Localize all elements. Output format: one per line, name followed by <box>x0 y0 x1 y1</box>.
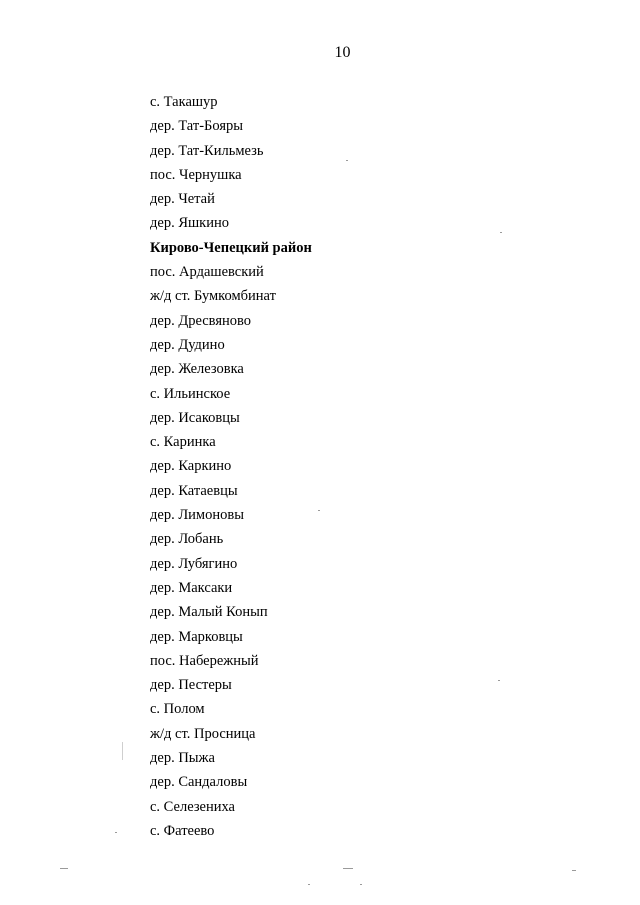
scan-speck <box>572 870 576 871</box>
settlement-entry: пос. Набережный <box>150 652 259 669</box>
settlement-entry: дер. Катаевцы <box>150 482 238 499</box>
settlement-entry: дер. Четай <box>150 191 215 208</box>
scan-speck <box>60 868 68 869</box>
settlement-entry: дер. Пыжа <box>150 750 215 767</box>
scan-speck <box>346 160 348 161</box>
settlement-entry: дер. Железовка <box>150 361 244 378</box>
settlement-entry: пос. Чернушка <box>150 166 242 183</box>
scan-speck <box>498 680 500 681</box>
settlement-list <box>150 92 312 845</box>
settlement-entry: с. Полом <box>150 701 205 718</box>
page-number: 10 <box>334 44 351 61</box>
settlement-entry: дер. Сандаловы <box>150 774 248 791</box>
settlement-entry: дер. Марковцы <box>150 628 243 645</box>
district-heading: Кирово-Чепецкий район <box>150 239 312 256</box>
settlement-entry: дер. Пестеры <box>150 677 232 694</box>
settlement-entry: дер. Каркино <box>150 458 232 475</box>
settlement-entry: дер. Малый Конып <box>150 604 268 621</box>
settlement-entry: дер. Максаки <box>150 579 233 596</box>
settlement-entry: дер. Лимоновы <box>150 507 244 524</box>
settlement-entry: дер. Лубягино <box>150 555 238 572</box>
scan-speck <box>115 832 117 833</box>
settlement-entry: дер. Исаковцы <box>150 409 240 426</box>
settlement-entry: пос. Ардашевский <box>150 264 264 281</box>
settlement-entry: дер. Дудино <box>150 336 225 353</box>
settlement-entry: с. Такашур <box>150 94 218 110</box>
scan-speck <box>360 884 362 885</box>
scan-speck <box>122 742 123 760</box>
settlement-entry: ж/д ст. Бумкомбинат <box>150 288 276 305</box>
settlement-entry: дер. Тат-Бояры <box>150 118 243 135</box>
settlement-entry: дер. Яшкино <box>150 215 229 232</box>
scan-speck <box>318 510 320 511</box>
settlement-entry: дер. Лобань <box>150 531 224 548</box>
settlement-entry: дер. Дресвяново <box>150 312 252 329</box>
settlement-entry: дер. Тат-Кильмезь <box>150 142 264 159</box>
scan-speck <box>343 868 353 869</box>
settlement-entry: ж/д ст. Просница <box>150 725 256 742</box>
settlement-entry: с. Фатеево <box>150 822 215 839</box>
scan-speck <box>308 884 310 885</box>
settlement-entry: с. Ильинское <box>150 385 231 402</box>
scan-speck <box>500 232 502 233</box>
settlement-entry: с. Каринка <box>150 434 216 451</box>
settlement-entry: с. Селезениха <box>150 798 235 815</box>
